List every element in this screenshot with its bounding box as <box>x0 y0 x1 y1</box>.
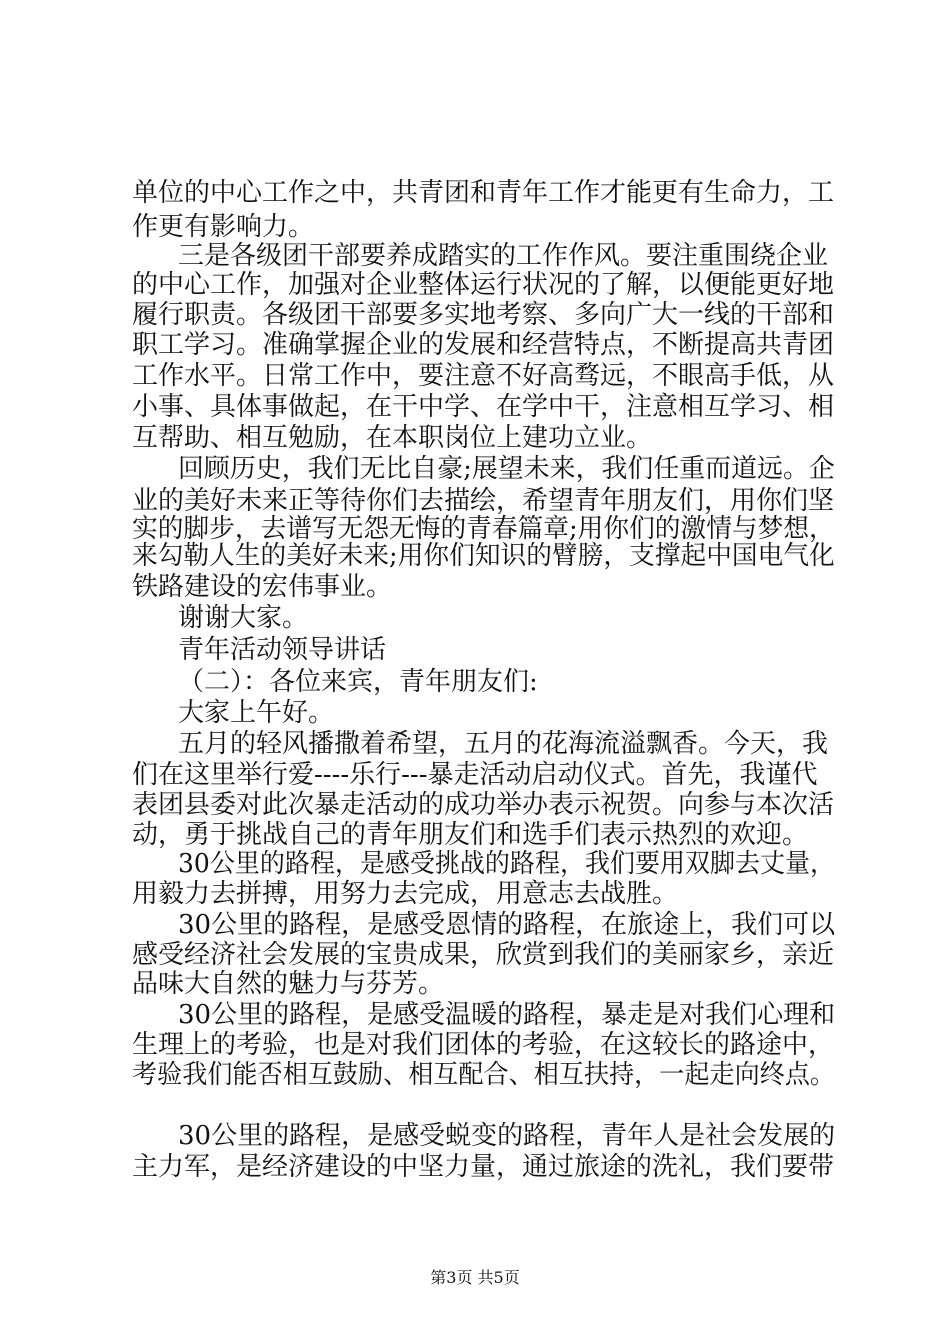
text-line: （二）：各位来宾，青年朋友们: <box>178 667 538 697</box>
text-line: 作更有影响力。 <box>132 212 315 242</box>
text-line: 们在这里举行爱----乐行---暴走活动启动仪式。首先，我谨代 <box>132 760 818 790</box>
text-line: 表团县委对此次暴走活动的成功举办表示祝贺。向参与本次活 <box>132 790 835 820</box>
text-line: 用毅力去拼搏，用努力去完成，用意志去战胜。 <box>132 879 679 909</box>
text-line: 生理上的考验，也是对我们团体的考验，在这较长的路途中， <box>132 1030 835 1060</box>
text-line: 履行职责。各级团干部要多实地考察、多向广大一线的干部和 <box>132 300 835 330</box>
text-line: 实的脚步，去谱写无怨无悔的青春篇章;用你们的激情与梦想， <box>132 514 835 544</box>
text-line: 青年活动领导讲话 <box>178 635 387 665</box>
text-line: 三是各级团干部要养成踏实的工作作风。要注重围绕企业 <box>178 241 829 271</box>
text-line: 单位的中心工作之中，共青团和青年工作才能更有生命力，工 <box>132 178 835 208</box>
text-line: 铁路建设的宏伟事业。 <box>132 572 393 602</box>
text-line: 工作水平。日常工作中，要注意不好高骛远，不眼高手低，从 <box>132 361 835 391</box>
text-line: 30公里的路程，是感受恩情的路程，在旅途上，我们可以 <box>178 910 836 940</box>
text-line: 互帮助、相互勉励，在本职岗位上建功立业。 <box>132 423 653 453</box>
text-line: 30公里的路程，是感受蜕变的路程，青年人是社会发展的 <box>178 1121 836 1151</box>
text-line: 感受经济社会发展的宝贵成果，欣赏到我们的美丽家乡，亲近 <box>132 940 835 970</box>
text-line: 职工学习。准确掌握企业的发展和经营特点，不断提高共青团 <box>132 330 835 360</box>
text-line: 30公里的路程，是感受挑战的路程，我们要用双脚去丈量， <box>178 849 836 879</box>
text-line: 来勾勒人生的美好未来;用你们知识的臂膀，支撑起中国电气化 <box>132 541 835 571</box>
text-line: 小事、具体事做起，在干中学、在学中干，注意相互学习、相 <box>132 392 835 422</box>
text-line: 大家上午好。 <box>178 698 335 728</box>
text-line: 的中心工作，加强对企业整体运行状况的了解，以便能更好地 <box>132 270 835 300</box>
text-line: 考验我们能否相互鼓励、相互配合、相互扶持，一起走向终点。 <box>132 1060 836 1090</box>
text-line: 主力军，是经济建设的中坚力量，通过旅途的洗礼，我们要带 <box>132 1152 835 1182</box>
text-line: 回顾历史，我们无比自豪;展望未来，我们任重而道远。企 <box>178 454 835 484</box>
text-line: 业的美好未来正等待你们去描绘，希望青年朋友们，用你们坚 <box>132 486 835 516</box>
text-line: 五月的轻风播撒着希望，五月的花海流溢飘香。今天，我 <box>178 729 829 759</box>
page-number: 第3页 共5页 <box>430 1268 520 1287</box>
text-line: 品味大自然的魅力与芬芳。 <box>132 969 445 999</box>
text-line: 30公里的路程，是感受温暖的路程，暴走是对我们心理和 <box>178 1000 836 1030</box>
text-line: 动，勇于挑战自己的青年朋友们和选手们表示热烈的欢迎。 <box>132 820 809 850</box>
text-line: 谢谢大家。 <box>178 603 309 633</box>
